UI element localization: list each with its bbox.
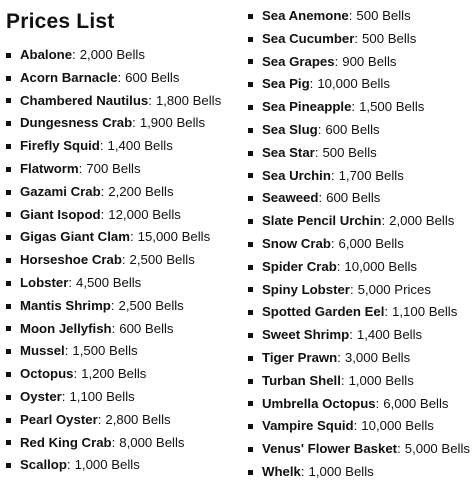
item-name: Snow Crab [262, 235, 331, 251]
bullet-icon [6, 372, 11, 377]
bullet-icon [248, 379, 253, 384]
list-item [6, 272, 242, 295]
bullet-icon [6, 98, 11, 103]
item-price: 1,500 Bells [359, 99, 425, 115]
item-name: Sea Pig [262, 76, 310, 92]
bullet-icon [248, 173, 253, 178]
list-item [248, 51, 474, 74]
item-price: 2,200 Bells [108, 183, 174, 199]
item-separator: : [317, 121, 322, 137]
bullet-icon [6, 144, 11, 149]
item-price: 1,000 Bells [74, 457, 140, 473]
item-name: Giant Isopod [20, 206, 101, 222]
item-name: Moon Jellyfish [20, 320, 112, 336]
list-item [248, 393, 474, 416]
item-name: Horseshoe Crab [20, 252, 122, 268]
item-name: Red King Crab [20, 434, 112, 450]
item-price: 2,500 Bells [129, 252, 195, 268]
item-price: 600 Bells [125, 69, 180, 85]
bullet-icon [6, 418, 11, 423]
item-separator: : [336, 258, 341, 274]
list-item [6, 249, 242, 272]
item-separator: : [148, 92, 152, 108]
bullet-icon [6, 281, 11, 286]
item-separator: : [64, 343, 69, 359]
item-name: Flatworm [20, 160, 79, 176]
item-price: 15,000 Bells [137, 229, 211, 245]
list-item [248, 96, 474, 119]
item-separator: : [100, 183, 105, 199]
item-price: 5,000 Bells [404, 441, 470, 457]
item-name: Sea Slug [262, 121, 318, 137]
item-price: 1,100 Bells [392, 304, 458, 320]
item-name: Sea Anemone [262, 8, 349, 23]
item-name: Sea Cucumber [262, 30, 355, 46]
item-price: 1,700 Bells [338, 167, 404, 183]
list-item [6, 112, 242, 135]
item-price: 2,800 Bells [105, 411, 171, 427]
list-item [248, 187, 474, 210]
list-item [6, 204, 242, 227]
bullet-icon [248, 59, 253, 64]
bullet-icon [6, 212, 11, 217]
list-item [6, 181, 242, 204]
item-name: Spiny Lobster [262, 281, 350, 297]
list-item [248, 347, 474, 370]
item-price: 4,500 Bells [76, 274, 142, 290]
list-item [6, 44, 242, 67]
list-item [6, 295, 242, 318]
item-separator: : [110, 297, 115, 313]
item-price: 600 Bells [325, 121, 380, 137]
list-item [6, 90, 242, 113]
item-price: 10,000 Bells [317, 76, 390, 92]
item-name: Gazami Crab [20, 183, 101, 199]
item-price: 12,000 Bells [108, 206, 181, 222]
bullet-icon [248, 151, 253, 156]
bullet-icon [6, 76, 11, 81]
item-name: Spider Crab [262, 258, 337, 274]
list-item [248, 324, 474, 347]
item-name: Whelk [262, 463, 301, 479]
item-price: 500 Bells [322, 144, 377, 160]
bullet-icon [248, 401, 253, 406]
bullet-icon [248, 128, 253, 133]
item-name: Gigas Giant Clam [20, 229, 130, 245]
item-price: 2,500 Bells [118, 297, 184, 313]
list-item [248, 28, 474, 51]
item-separator: : [330, 235, 335, 251]
list-item [248, 233, 474, 256]
item-separator: : [330, 167, 335, 183]
item-price: 1,400 Bells [356, 327, 423, 343]
item-name: Sea Urchin [262, 167, 331, 183]
item-separator: : [100, 206, 105, 222]
item-price: 2,000 Bells [389, 213, 455, 229]
item-separator: : [309, 76, 314, 92]
list-item [6, 340, 242, 363]
list-item [248, 5, 474, 28]
bullet-icon [248, 242, 253, 247]
item-name: Octopus [20, 366, 74, 382]
list-item [6, 432, 242, 455]
item-price: 2,000 Bells [79, 47, 145, 62]
item-name: Sea Grapes [262, 53, 335, 69]
item-name: Oyster [20, 388, 62, 404]
bullet-icon [6, 440, 11, 445]
bullet-icon [248, 219, 253, 224]
list-item [248, 438, 474, 461]
item-separator: : [318, 190, 323, 206]
item-price: 6,000 Bells [338, 235, 404, 251]
list-item [248, 142, 474, 165]
item-name: Sweet Shrimp [262, 327, 350, 343]
item-separator: : [121, 252, 126, 268]
bullet-icon [6, 349, 11, 354]
item-price: 1,800 Bells [155, 92, 222, 108]
item-separator: : [99, 138, 104, 154]
list-item [6, 409, 242, 432]
right-column-list [248, 5, 474, 484]
item-separator: : [72, 47, 76, 62]
bullet-icon [6, 326, 11, 331]
item-separator: : [111, 320, 116, 336]
bullet-icon [6, 167, 11, 172]
list-item [6, 158, 242, 181]
list-item [248, 415, 474, 438]
item-name: Scallop [20, 457, 67, 473]
item-name: Lobster [20, 274, 69, 290]
item-separator: : [340, 372, 345, 388]
item-name: Mussel [20, 343, 65, 359]
bullet-icon [248, 14, 253, 19]
list-item [248, 73, 474, 96]
item-price: 1,200 Bells [81, 366, 147, 382]
item-price: 1,500 Bells [72, 343, 138, 359]
item-separator: : [300, 463, 305, 479]
item-separator: : [111, 434, 116, 450]
item-name: Mantis Shrimp [20, 297, 111, 313]
item-name: Dungesness Crab [20, 115, 133, 131]
item-name: Venus' Flower Basket [262, 441, 398, 457]
item-price: 500 Bells [362, 30, 417, 46]
item-separator: : [334, 53, 339, 69]
list-item [248, 165, 474, 188]
item-price: 900 Bells [342, 53, 397, 69]
list-item [6, 135, 242, 158]
item-separator: : [375, 395, 380, 411]
item-name: Acorn Barnacle [20, 69, 118, 85]
bullet-icon [6, 463, 11, 468]
bullet-icon [6, 190, 11, 195]
item-separator: : [397, 441, 401, 457]
item-price: 3,000 Bells [344, 349, 411, 365]
bullet-icon [248, 310, 253, 315]
item-name: Abalone [20, 47, 73, 62]
bullet-icon [6, 53, 11, 58]
list-item [248, 461, 474, 484]
item-name: Seaweed [262, 190, 319, 206]
item-name: Firefly Squid [20, 138, 100, 154]
item-separator: : [66, 457, 71, 473]
item-price: 1,400 Bells [107, 138, 173, 154]
bullet-icon [248, 287, 253, 292]
list-item [6, 67, 242, 90]
item-separator: : [354, 30, 359, 46]
bullet-icon [248, 356, 253, 361]
item-name: Spotted Garden Eel [262, 304, 385, 320]
item-separator: : [78, 160, 83, 176]
item-separator: : [348, 8, 353, 23]
item-separator: : [117, 69, 122, 85]
bullet-icon [248, 82, 253, 87]
list-item [6, 226, 242, 249]
list-item [248, 370, 474, 393]
item-name: Chambered Nautilus [20, 92, 149, 108]
item-separator: : [129, 229, 134, 245]
list-item [248, 119, 474, 142]
bullet-icon [6, 304, 11, 309]
item-name: Vampire Squid [262, 418, 354, 434]
list-item [6, 386, 242, 409]
bullet-icon [248, 470, 253, 475]
item-price: 10,000 Bells [344, 258, 418, 274]
list-item [248, 256, 474, 279]
item-price: 1,000 Bells [348, 372, 414, 388]
bullet-icon [6, 235, 11, 240]
item-separator: : [349, 327, 353, 343]
bullet-icon [248, 447, 253, 452]
left-column-list [6, 44, 242, 477]
item-price: 1,000 Bells [308, 463, 374, 479]
item-price: 5,000 Prices [357, 281, 431, 297]
item-separator: : [381, 213, 386, 229]
page-title: Prices List [6, 10, 115, 33]
item-price: 6,000 Bells [383, 395, 449, 411]
item-price: 1,100 Bells [69, 388, 135, 404]
bullet-icon [6, 395, 11, 400]
item-name: Tiger Prawn [262, 349, 338, 365]
item-price: 600 Bells [119, 320, 174, 336]
item-name: Sea Pineapple [262, 99, 352, 115]
item-separator: : [314, 144, 319, 160]
item-separator: : [61, 388, 66, 404]
bullet-icon [248, 333, 253, 338]
list-item [6, 318, 242, 341]
item-separator: : [68, 274, 73, 290]
item-separator: : [351, 99, 356, 115]
list-item [248, 279, 474, 302]
item-name: Pearl Oyster [20, 411, 98, 427]
bullet-icon [248, 265, 253, 270]
item-price: 700 Bells [86, 160, 141, 176]
item-separator: : [73, 366, 78, 382]
item-price: 500 Bells [356, 8, 411, 23]
item-separator: : [337, 349, 341, 365]
item-name: Umbrella Octopus [262, 395, 376, 411]
item-separator: : [132, 115, 136, 131]
bullet-icon [248, 424, 253, 429]
item-name: Slate Pencil Urchin [262, 213, 382, 229]
bullet-icon [248, 196, 253, 201]
item-price: 10,000 Bells [361, 418, 434, 434]
bullet-icon [248, 105, 253, 110]
list-item [248, 210, 474, 233]
bullet-icon [6, 121, 11, 126]
item-name: Turban Shell [262, 372, 341, 388]
item-separator: : [97, 411, 102, 427]
item-separator: : [353, 418, 358, 434]
bullet-icon [6, 258, 11, 263]
list-item [6, 363, 242, 386]
item-price: 8,000 Bells [119, 434, 185, 450]
item-name: Sea Star [262, 144, 315, 160]
item-price: 600 Bells [326, 190, 381, 206]
bullet-icon [248, 37, 253, 42]
list-item [248, 301, 474, 324]
item-separator: : [384, 304, 389, 320]
item-price: 1,900 Bells [139, 115, 206, 131]
item-separator: : [349, 281, 354, 297]
